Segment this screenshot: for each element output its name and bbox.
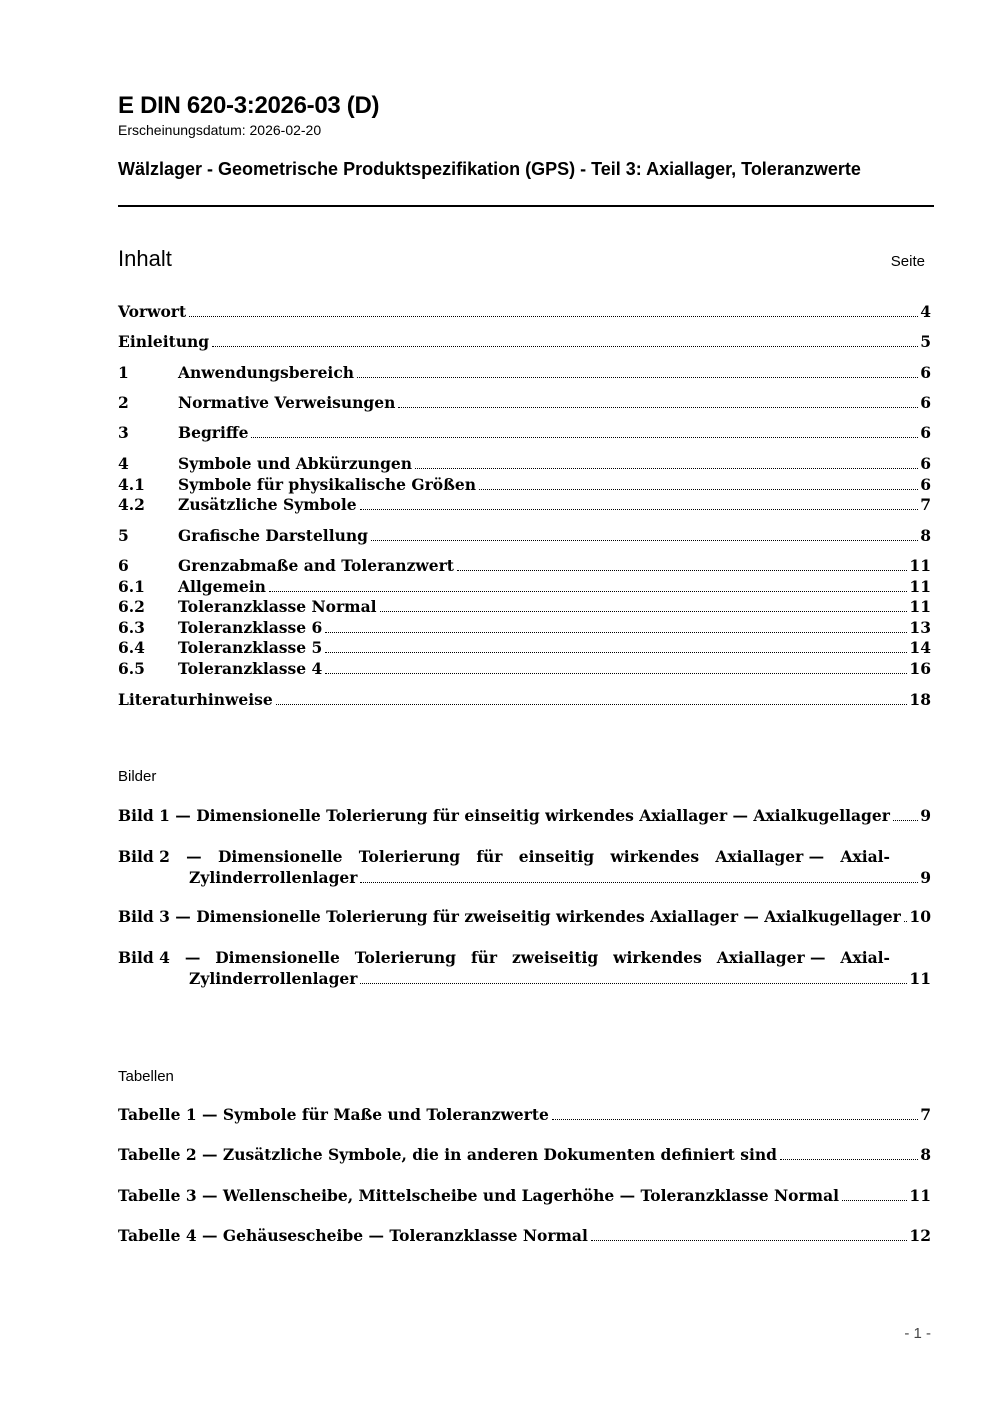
toc-heading: Inhalt bbox=[118, 246, 172, 271]
toc-leader bbox=[360, 881, 918, 883]
toc-entry-page: 11 bbox=[909, 556, 931, 575]
figure-entry-word: Bild 4 bbox=[118, 948, 170, 967]
toc-leader bbox=[325, 672, 907, 674]
toc-entry[interactable] bbox=[118, 302, 931, 322]
toc-entry[interactable] bbox=[118, 659, 931, 679]
toc-leader bbox=[251, 436, 918, 438]
toc-entry-number: 6.3 bbox=[118, 618, 145, 637]
toc-entry-page: 6 bbox=[920, 363, 931, 382]
toc-entry-title: Grenzabmaße and Toleranzwert bbox=[178, 556, 454, 575]
document-title: E DIN 620-3:2026-03 (D) bbox=[118, 92, 380, 119]
figure-entry-word: Dimensionelle bbox=[215, 948, 340, 967]
toc-leader bbox=[380, 610, 908, 612]
toc-entry-number: 6.2 bbox=[118, 597, 145, 616]
toc-leader bbox=[780, 1158, 918, 1160]
toc-entry[interactable] bbox=[118, 363, 931, 383]
figure-entry[interactable] bbox=[118, 806, 931, 826]
figure-entry-word: Axial- bbox=[840, 948, 890, 967]
toc-entry-title: Toleranzklasse 6 bbox=[178, 618, 323, 637]
toc-entry-page: 6 bbox=[920, 475, 931, 494]
figure-entry-page: 10 bbox=[909, 907, 931, 926]
toc-page-column-label: Seite bbox=[890, 253, 925, 270]
toc-entry-number: 2 bbox=[118, 393, 129, 412]
toc-leader bbox=[398, 406, 918, 408]
toc-entry-page: 13 bbox=[909, 618, 931, 637]
toc-entry-number: 4 bbox=[118, 454, 129, 473]
toc-entry[interactable] bbox=[118, 526, 931, 546]
toc-leader bbox=[371, 539, 918, 541]
toc-entry-title: Begriffe bbox=[178, 423, 249, 442]
toc-leader bbox=[842, 1199, 907, 1201]
toc-entry[interactable] bbox=[118, 332, 931, 352]
table-entry-page: 11 bbox=[909, 1186, 931, 1205]
figure-entry-word: für bbox=[470, 948, 498, 967]
toc-entry-title: Toleranzklasse 5 bbox=[178, 638, 323, 657]
toc-entry-title: Zusätzliche Symbole bbox=[178, 495, 357, 514]
toc-entry-page: 4 bbox=[920, 302, 931, 321]
toc-leader bbox=[360, 982, 907, 984]
table-entry-title: Tabelle 3 — Wellenscheibe, Mittelscheibe und Lagerhöhe — Toleranzklasse Normal bbox=[118, 1186, 840, 1205]
table-entry-page: 12 bbox=[909, 1226, 931, 1245]
toc-leader bbox=[269, 590, 908, 592]
figure-entry-word: Bild 2 bbox=[118, 847, 170, 866]
toc-entry-title: Toleranzklasse 4 bbox=[178, 659, 323, 678]
toc-entry-page: 5 bbox=[920, 332, 931, 351]
figure-entry-word: wirkendes bbox=[613, 948, 702, 967]
figures-label: Bilder bbox=[118, 768, 157, 785]
toc-leader bbox=[325, 651, 907, 653]
toc-entry-number: 6 bbox=[118, 556, 129, 575]
toc-entry-page: 11 bbox=[909, 597, 931, 616]
toc-entry-number: 4.2 bbox=[118, 495, 145, 514]
toc-entry[interactable] bbox=[118, 638, 931, 658]
table-entry[interactable] bbox=[118, 1186, 931, 1206]
toc-entry-page: 18 bbox=[909, 690, 931, 709]
toc-entry[interactable] bbox=[118, 393, 931, 413]
figure-entry-word: Dimensionelle bbox=[217, 847, 343, 866]
figure-entry-title-continued: Zylinderrollenlager bbox=[189, 868, 358, 887]
toc-entry[interactable] bbox=[118, 475, 931, 495]
toc-leader bbox=[276, 703, 908, 705]
figure-entry-page: 11 bbox=[909, 969, 931, 988]
figure-entry-word: Tolerierung bbox=[358, 847, 461, 866]
toc-entry-page: 7 bbox=[920, 495, 931, 514]
figure-entry-page: 9 bbox=[920, 806, 931, 825]
figure-entry-title: Bild 1 — Dimensionelle Tolerierung für einseitig wirkendes Axiallager — Axialkugellager bbox=[118, 806, 890, 825]
toc-entry-title: Grafische Darstellung bbox=[178, 526, 368, 545]
toc-entry-title: Anwendungsbereich bbox=[178, 363, 355, 382]
table-entry[interactable] bbox=[118, 1226, 931, 1246]
toc-entry-page: 8 bbox=[920, 526, 931, 545]
toc-entry-number: 3 bbox=[118, 423, 129, 442]
toc-leader bbox=[360, 508, 919, 510]
toc-leader bbox=[415, 467, 918, 469]
toc-entry-page: 6 bbox=[920, 393, 931, 412]
tables-label: Tabellen bbox=[118, 1068, 174, 1085]
toc-entry-title: Symbole und Abkürzungen bbox=[178, 454, 413, 473]
table-entry-page: 7 bbox=[920, 1105, 931, 1124]
toc-entry-title: Einleitung bbox=[118, 332, 210, 351]
toc-leader bbox=[325, 631, 907, 633]
toc-leader bbox=[357, 376, 918, 378]
figure-entry[interactable] bbox=[118, 846, 931, 888]
toc-leader bbox=[904, 920, 908, 922]
toc-entry-number: 4.1 bbox=[118, 475, 145, 494]
toc-entry-number: 6.4 bbox=[118, 638, 145, 657]
figure-entry-word: Axiallager — bbox=[716, 948, 826, 967]
toc-leader bbox=[893, 819, 918, 821]
document-subtitle: Wälzlager - Geometrische Produktspezifikation (GPS) - Teil 3: Axiallager, Toleranzwerte bbox=[118, 159, 861, 179]
toc-entry-number: 6.5 bbox=[118, 659, 145, 678]
title-divider bbox=[118, 205, 934, 207]
table-entry-title: Tabelle 4 — Gehäusescheibe — Toleranzklasse Normal bbox=[118, 1226, 588, 1245]
toc-entry-number: 1 bbox=[118, 363, 129, 382]
toc-entry-title: Vorwort bbox=[118, 302, 187, 321]
toc-entry-number: 6.1 bbox=[118, 577, 145, 596]
toc-entry-title: Toleranzklasse Normal bbox=[178, 597, 377, 616]
figure-entry[interactable] bbox=[118, 907, 931, 927]
toc-entry[interactable] bbox=[118, 690, 931, 710]
toc-entry-title: Symbole für physikalische Größen bbox=[178, 475, 477, 494]
toc-entry[interactable] bbox=[118, 556, 931, 576]
table-entry[interactable] bbox=[118, 1145, 931, 1165]
figure-entry-word: für bbox=[476, 847, 503, 866]
table-entry-title: Tabelle 1 — Symbole für Maße und Toleranzwerte bbox=[118, 1105, 549, 1124]
toc-entry[interactable] bbox=[118, 495, 931, 515]
toc-entry[interactable] bbox=[118, 597, 931, 617]
figure-entry-word: Axiallager — bbox=[715, 847, 825, 866]
figure-entry-page: 9 bbox=[920, 868, 931, 887]
toc-entry[interactable] bbox=[118, 618, 931, 638]
figure-entry-word: einseitig bbox=[518, 847, 595, 866]
toc-entry-page: 11 bbox=[909, 577, 931, 596]
toc-entry[interactable] bbox=[118, 577, 931, 597]
figure-entry-word: — bbox=[186, 847, 202, 866]
table-entry[interactable] bbox=[118, 1105, 931, 1125]
figure-entry-title-continued: Zylinderrollenlager bbox=[189, 969, 358, 988]
toc-leader bbox=[457, 569, 908, 571]
toc-entry[interactable] bbox=[118, 423, 931, 443]
toc-leader bbox=[189, 315, 918, 317]
toc-leader bbox=[591, 1239, 908, 1241]
toc-entry[interactable] bbox=[118, 454, 931, 474]
toc-entry-page: 16 bbox=[909, 659, 931, 678]
toc-leader bbox=[479, 488, 918, 490]
toc-entry-page: 14 bbox=[909, 638, 931, 657]
toc-leader bbox=[212, 345, 918, 347]
page-number: - 1 - bbox=[904, 1325, 931, 1342]
figure-entry-word: Tolerierung bbox=[354, 948, 457, 967]
figure-entry-word: Axial- bbox=[840, 847, 890, 866]
toc-entry-page: 6 bbox=[920, 454, 931, 473]
table-entry-title: Tabelle 2 — Zusätzliche Symbole, die in anderen Dokumenten definiert sind bbox=[118, 1145, 777, 1164]
figure-entry-word: — bbox=[184, 948, 201, 967]
figure-entry-word: zweiseitig bbox=[511, 948, 599, 967]
toc-entry-title: Allgemein bbox=[178, 577, 266, 596]
publication-date: Erscheinungsdatum: 2026-02-20 bbox=[118, 122, 322, 138]
toc-entry-title: Normative Verweisungen bbox=[178, 393, 396, 412]
toc-entry-number: 5 bbox=[118, 526, 129, 545]
figure-entry-title: Bild 3 — Dimensionelle Tolerierung für zweiseitig wirkendes Axiallager — Axialkugellager bbox=[118, 907, 901, 926]
figure-entry[interactable] bbox=[118, 947, 931, 989]
figure-entry-word: wirkendes bbox=[610, 847, 700, 866]
toc-entry-page: 6 bbox=[920, 423, 931, 442]
toc-entry-title: Literaturhinweise bbox=[118, 690, 273, 709]
table-entry-page: 8 bbox=[920, 1145, 931, 1164]
toc-leader bbox=[552, 1118, 918, 1120]
